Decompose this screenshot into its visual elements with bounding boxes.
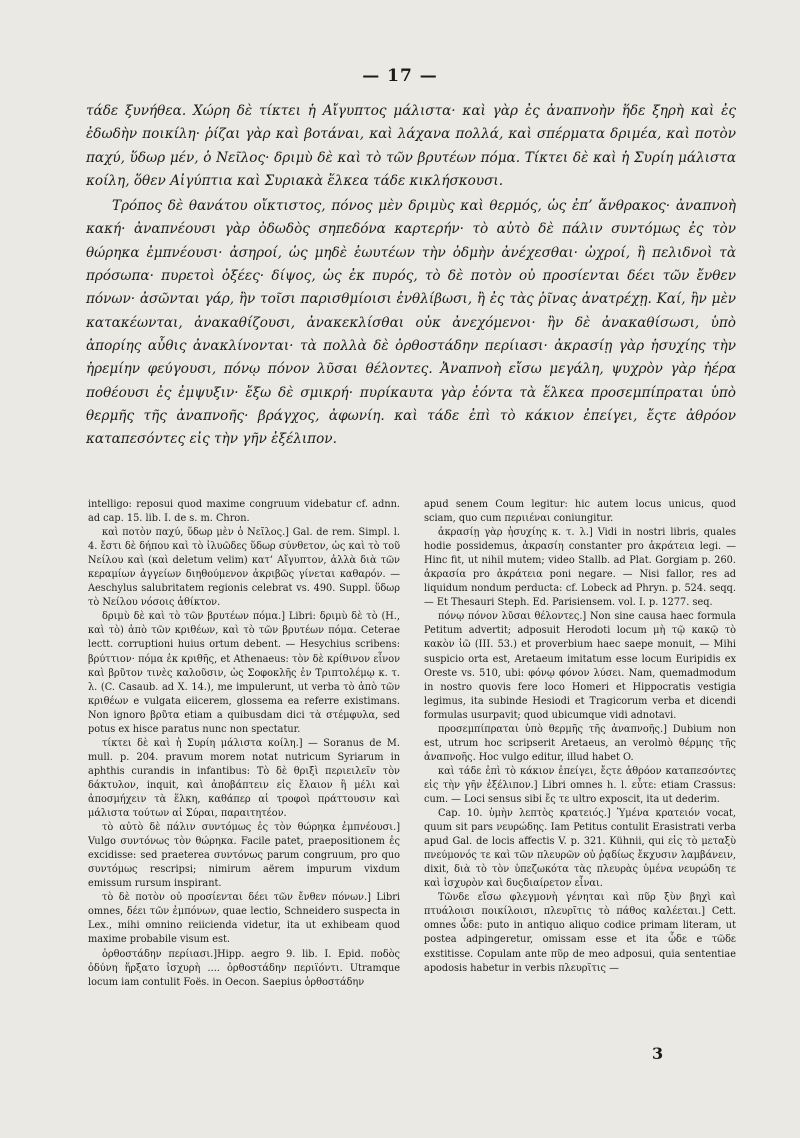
- notes-left-column: [88, 498, 400, 990]
- note-left-7: ὀρθοστάδην περίιασι.]Hipp. aegro 9. lib. I. Epid. ποδὸς ὀδύνη ἥρξατο ἰσχυρὴ .... ὀρθοστάδην περιϊόντι. Utramque locum iam contulit Foës. in Oecon. Saepius ὀρθοστάδην: [88, 948, 400, 988]
- note-right-2: ἀκρασίῃ γὰρ ἡσυχίης κ. τ. λ.] Vidi in nostri libris, quales hodie possidemus, ἀκρασίη constanter pro ἀκράτεια legi. — Hinc fit, ut nihil mutem; video Stallb. ad Plat. Gorgiam p. 260. ἀκρασία pro ἀκράτεια poni negare. — Nisi fallor, res ad liquidum nondum perducta: cf. Lobeck ad Phryn. p. 524. seqq. — Et Thesauri Steph. Ed. Parisiensem. vol. I. p. 1277. seq.: [424, 527, 736, 609]
- main-paragraph-2: Τρόπος δὲ θανάτου οἴκτιστος, πόνος μὲν δριμὺς καὶ θερμός, ὡς ἐπ’ ἄνθρακος· ἀναπνοὴ κακή· ἀναπνέουσι γὰρ ὀδωδὸς σηπεδόνα καρτερήν· τὸ αὐτὸ δὲ πάλιν συντόμως ἐς τὸν θώρηκα ἐμπνέουσι· ἀσηροί, ὡς μηδὲ ἑωυτέων τὴν ὀδμὴν ἀνέχεσθαι· ὠχροί, ἢ πελιδνοὶ τὰ πρόσωπα· πυρετοὶ ὀξέες· δίψος, ὡς ἐκ πυρός, τὸ δὲ ποτὸν οὐ προσίενται δέει τῶν ἔνθεν πόνων· ἀσῶνται γάρ, ἢν τοῖσι παρισθμίοισι ἐνθλίβωσι, ἢ ἐς τὰς ῥῖνας ἀνατρέχῃ. Καί, ἢν μὲν κατακέωνται, ἀνακαθίζουσι, ἀνακεκλίσθαι οὐκ ἀνεχόμενοι· ἢν δὲ ἀνακαθίσωσι, ὑπὸ ἀπορίης αὖθις ἀνακλίνονται· τὰ πολλὰ δὲ ὀρθοστάδην περίιασι· ἀκρασίῃ γὰρ ἡσυχίης τὴν ἠρεμίην φεύγουσι, πόνῳ πόνον λῦσαι θέλοντες. Ἀναπνοὴ εἴσω μεγάλη, ψυχρὸν γὰρ ἠέρα ποθέουσι ἐς ἐμψυξιν· ἔξω δὲ σμικρή· πυρίκαυτα γὰρ ἐόντα τὰ ἕλκεα προσεμπίπραται ὑπὸ θερμῆς τῆς ἀναπνοῆς· βράγχος, ἀφωνίη. καὶ τάδε ἐπὶ τὸ κάκιον ἐπείγει, ἔςτε ἀθρόον καταπεσόντες εἰς τὴν γῆν ἐξέλιπον.: [86, 198, 736, 448]
- note-left-2: καὶ ποτὸν παχύ, ὕδωρ μὲν ὁ Νεῖλος.] Gal. de rem. Simpl. l. 4. ἔστι δὲ δήπου καὶ τὸ ἰλυῶδες ὕδωρ σύνθετον, ὡς καὶ τὸ τοῦ Νείλου καὶ (καὶ deletum velim) κατ’ Αἴγυπτον, ἀλλὰ διὰ τῶν κεραμίων ἀγγείων διηθούμενον ἀκριβῶς γίνεται καθαρόν. — Aeschylus salubritatem regionis celebrat vs. 490. Suppl. ὕδωρ τὸ Νείλου νόσοις ἀθίκτον.: [88, 527, 400, 609]
- note-left-5: τὸ αὐτὸ δὲ πάλιν συντόμως ἐς τὸν θώρηκα ἐμπνέουσι.] Vulgo συντόνως τὸν θώρηκα. Facile patet, praepositionem ἐς excidisse: sed praeterea συντόνως parum congruum, pro quo συντόμως rescripsi; nimirum aërem impurum vixdum emissum rursum inspirant.: [88, 822, 400, 890]
- page-number: — 17 —: [362, 66, 438, 86]
- notes-right-column: [424, 498, 736, 976]
- note-left-4: τίκτει δὲ καὶ ἡ Συρίη μάλιστα κοίλη.] — Soranus de M. mull. p. 204. pravum morem notat nutricum Syriarum in aphthis curandis in infantibus: Τὸ δὲ θριξὶ περιειλεῖν τὸν δάκτυλον, inquit, καὶ ἀποβάπτειν εἰς ἔλαιον ἢ μέλι καὶ ἀποσμήχειν τὰ ἕλκη, καθάπερ αἱ τροφοὶ πράττουσιν καὶ μάλιστα τούτων αἱ Σύραι, παραιτητέον.: [88, 737, 400, 820]
- note-left-6: τὸ δὲ ποτὸν οὐ προσίενται δέει τῶν ἔνθεν πόνων.] Libri omnes, δέει τῶν ἐμπόνων, quae lectio, Schneidero suspecta in Lex., mihi omnino reiicienda videtur, ita ut exhibeam quod maxime probabile visum est.: [88, 892, 400, 946]
- note-left-3: δριμὺ δὲ καὶ τὸ τῶν βρυτέων πόμα.] Libri: δριμὺ δὲ τὸ (H., καὶ τὸ) ἀπὸ τῶν κριθέων, καὶ τὸ τῶν βρυτέων πόμα. Ceterae lectt. corruptioni huius ortum debent. — Hesychius scribens: βρύττιον· πόμα ἐκ κριθῆς, et Athenaeus: τὸν δὲ κρίθινον εἶνον καὶ βρῦτον τινὲς καλοῦσιν, ὡς Σοφοκλῆς ἐν Τριπτολέμῳ κ. τ. λ. (C. Casaub. ad X. 14.), me impulerunt, ut verba τὸ ἀπὸ τῶν κριθέων e vulgata eiicerem, glossema ea referre existimans. Non ignoro βρῦτα etiam a quibusdam dici τὰ στέμφυλα, sed potus ex hisce paratus nunc non spectatur.: [88, 611, 400, 735]
- note-right-1: apud senem Coum legitur: hic autem locus unicus, quod sciam, quo cum περιιέναι coniungitur.: [424, 499, 736, 525]
- signature-mark: 3: [652, 1044, 664, 1063]
- note-left-1: intelligo: reposui quod maxime congruum videbatur cf. adnn. ad cap. 15. lib. I. de s. m. Chron.: [88, 499, 400, 525]
- main-paragraph-1: τάδε ξυνήθεα. Χώρη δὲ τίκτει ἡ Αἴγυπτος μάλιστα· καὶ γὰρ ἐς ἀναπνοὴν ἥδε ξηρὴ καὶ ἐς ἐδωδὴν ποικίλη· ῥίζαι γὰρ καὶ βοτάναι, καὶ λάχανα πολλά, καὶ σπέρματα δριμέα, καὶ ποτὸν παχύ, ὕδωρ μέν, ὁ Νεῖλος· δριμὺ δὲ καὶ τὸ τῶν βρυτέων πόμα. Τίκτει δὲ καὶ ἡ Συρίη μάλιστα κοίλη, ὅθεν Αἰγύπτια καὶ Συριακὰ ἕλκεα τάδε κικλήσκουσι.: [86, 103, 736, 189]
- note-right-5: καὶ τάδε ἐπὶ τὸ κάκιον ἐπείγει, ἔςτε ἀθρόον καταπεσόντες εἰς τὴν γῆν ἐξέλιπον.] Libri omnes h. l. εὖτε: etiam Crassus: cum. — Loci sensus sibi ἔς τε ultro exposcit, ita ut dederim.: [424, 765, 736, 805]
- main-text: [86, 100, 736, 451]
- note-right-7: Τῶνδε εἴσω φλεγμονὴ γένηται καὶ πῦρ ξὺν βηχὶ καὶ πτυάλοισι ποικίλοισι, πλευρῖτις τὸ πάθος καλέεται.] Cett. omnes ὧδε: puto in antiquo aliquo codice primam literam, ut postea adpingeretur, omissam esse et ita ὧδε e τῶδε exstitisse. Copulam ante πῦρ de meo adposui, quia sententiae apodosis habetur in verbis πλευρῖτις —: [424, 892, 736, 974]
- note-right-6: Cap. 10. ὑμὴν λεπτὸς κρατειός.] Ὑμένα κρατειόν vocat, quum sit pars νευρώδης. Iam Petitus contulit Erasistrati verba apud Gal. de locis affectis V. p. 321. Kühnii, qui εἰς τὸ μεταξὺ πνεύμονός τε καὶ τῶν πλευρῶν οὐ ῥᾳδίως ἔκχυσιν λαμβάνειν, dixit, διὰ τὸ τὸν ὑπεζωκότα τὰς πλευρὰς ὑμένα νευρώδη τε καὶ ἰσχυρὸν καὶ δυςδιαίρετον εἶναι.: [424, 808, 736, 890]
- note-right-4: προσεμπίπραται ὑπὸ θερμῆς τῆς ἀναπνοῆς.] Dubium non est, utrum hoc scripserit Aretaeus, an verolmò θέρμης τῆς ἀναπνοῆς. Hoc vulgo editur, illud habet O.: [424, 723, 736, 763]
- note-right-3: πόνῳ πόνον λῦσαι θέλοντες.] Non sine causa haec formula Petitum advertit; adposuit Herodoti locum μὴ τῷ κακῷ τὸ κακὸν ἰῶ (III. 53.) et proverbium haec saepe monuit, — Mihi suspicio orta est, Aretaeum imitatum esse locum Euripidis ex Oreste vs. 510, ubi: φόνῳ φόνον λύσει. Nam, quemadmodum in nostro quovis fere loco Homeri et Hippocratis vestigia legimus, ita subinde Hesiodi et Tragicorum verba et dicendi formulas usurpavit; quod ubicumque vidi adnotavi.: [424, 611, 736, 721]
